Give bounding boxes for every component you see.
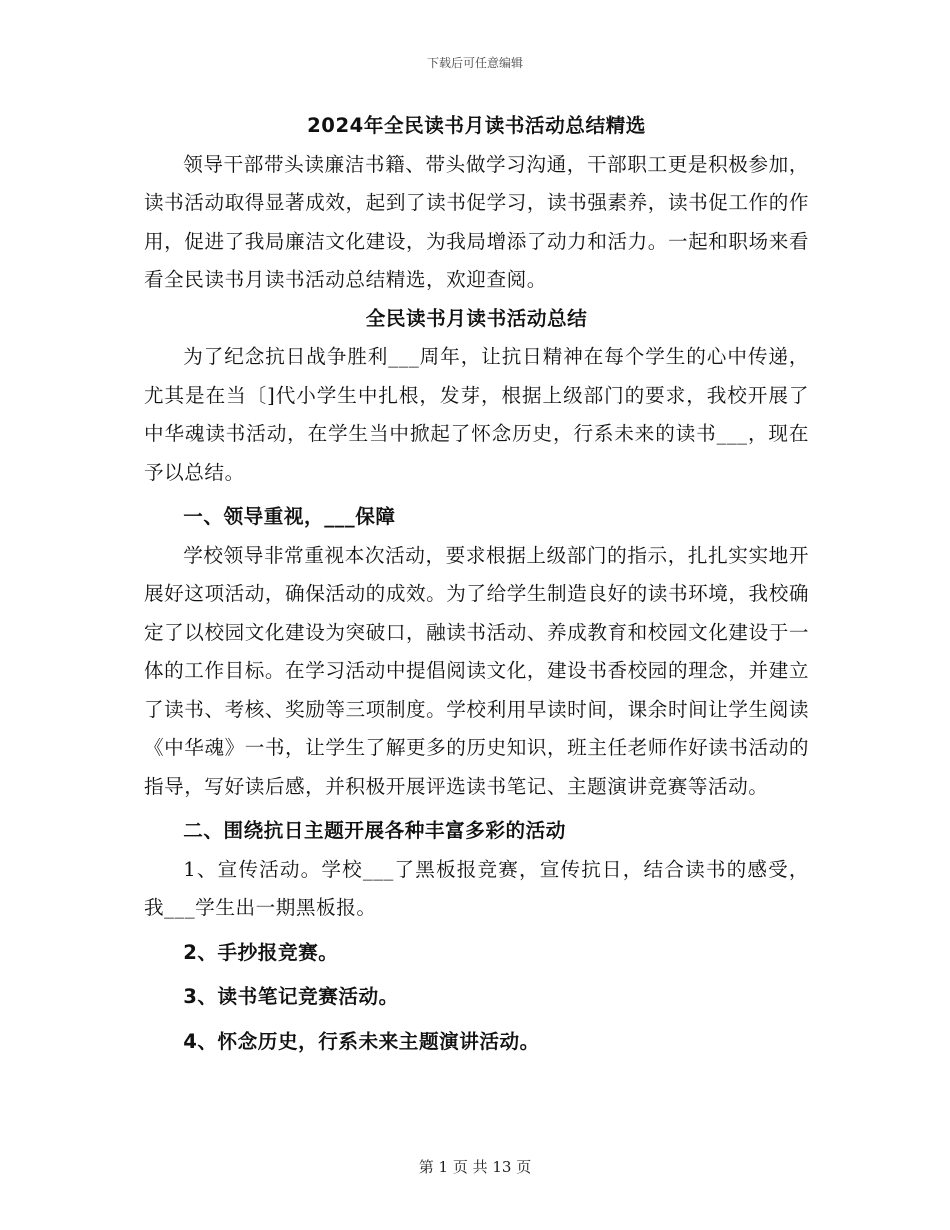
header-note: 下载后可任意编辑 bbox=[426, 56, 523, 70]
list-item-3: 3、读书笔记竞赛活动。 bbox=[183, 985, 399, 1008]
section-heading-2: 二、围绕抗日主题开展各种丰富多彩的活动 bbox=[183, 819, 566, 842]
list-item-2: 2、手抄报竞赛。 bbox=[183, 940, 339, 964]
section-heading-1: 一、领导重视，___保障 bbox=[183, 505, 396, 528]
list-item-1: 1、宣传活动。学校___了黑板报竞赛，宣传抗日，结合读书的感受，我___学生出一期黑板报。 bbox=[144, 857, 809, 919]
document-body bbox=[144, 107, 809, 1061]
document-subtitle: 全民读书月读书活动总结 bbox=[365, 306, 588, 330]
paragraph-2: 学校领导非常重视本次活动，要求根据上级部门的指示，扎扎实实地开展好这项活动，确保活动的成效。为了给学生制造良好的读书环境，我校确定了以校园文化建设为突破口，融读书活动、养成教育和校园文化建设于一体的工作目标。在学习活动中提倡阅读文化，建设书香校园的理念，并建立了读书、考核、奖励等三项制度。学校利用早读时间，课余时间让学生阅读《中华魂》一书，让学生了解更多的历史知识，班主任老师作好读书活动的指导，写好读后感，并积极开展评选读书笔记、主题演讲竞赛等活动。 bbox=[144, 543, 809, 798]
document-title: 2024年全民读书月读书活动总结精选 bbox=[307, 114, 646, 137]
paragraph-1: 为了纪念抗日战争胜利___周年，让抗日精神在每个学生的心中传递，尤其是在当〔]代小学生中扎根，发芽，根据上级部门的要求，我校开展了中华魂读书活动，在学生当中掀起了怀念历史，行系未来的读书___，现在予以总结。 bbox=[144, 345, 809, 484]
list-item-4: 4、怀念历史，行系未来主题演讲活动。 bbox=[183, 1029, 540, 1053]
page-number: 第 1 页 共 13 页 bbox=[418, 1158, 532, 1176]
intro-paragraph: 领导干部带头读廉洁书籍、带头做学习沟通，干部职工更是积极参加，读书活动取得显著成效，起到了读书促学习，读书强素养，读书促工作的作用，促进了我局廉洁文化建设，为我局增添了动力和活力。一起和职场来看看全民读书月读书活动总结精选，欢迎查阅。 bbox=[144, 152, 809, 291]
